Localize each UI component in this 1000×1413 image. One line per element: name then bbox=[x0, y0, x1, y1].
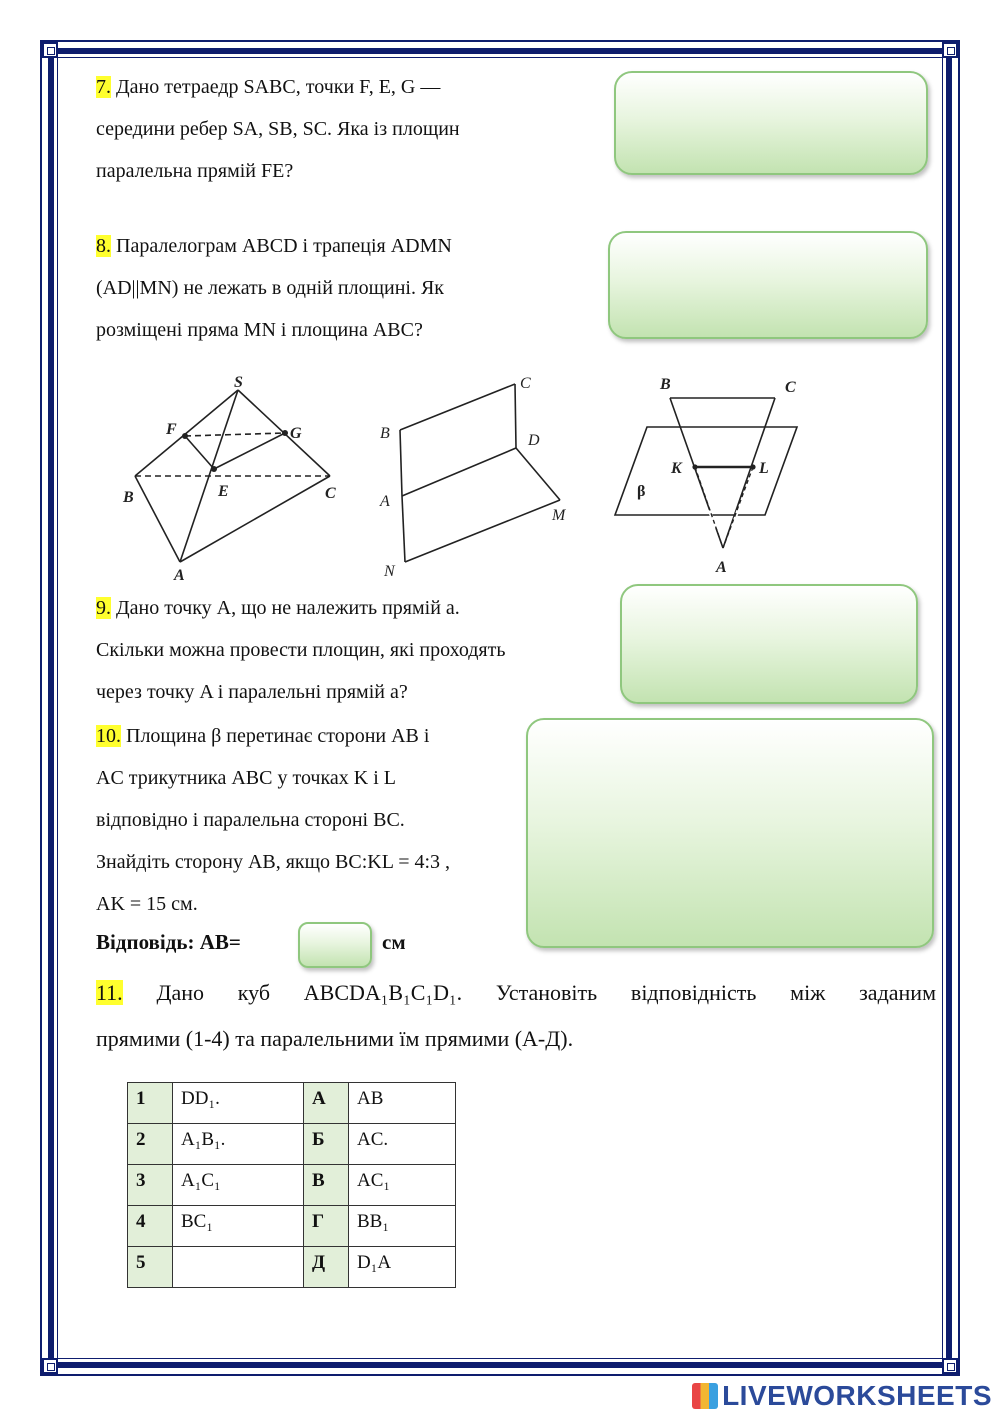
table-number: 5 bbox=[128, 1247, 173, 1288]
fig1-label-S: S bbox=[234, 374, 243, 391]
table-letter: А bbox=[304, 1083, 349, 1124]
q10-line3: відповідно і паралельна стороні BC. bbox=[96, 809, 405, 831]
q10-line5: AK = 15 см. bbox=[96, 893, 198, 915]
q10-solution-box[interactable] bbox=[526, 718, 934, 948]
table-row bbox=[128, 1206, 456, 1247]
figure-triangle-plane bbox=[605, 370, 810, 580]
table-row bbox=[128, 1083, 456, 1124]
table-line-right: AC. bbox=[349, 1124, 456, 1165]
q9-line2: Скільки можна провести площин, які проходять bbox=[96, 639, 506, 661]
table-letter: В bbox=[304, 1165, 349, 1206]
q8-answer-box[interactable] bbox=[608, 231, 928, 339]
question-8 bbox=[96, 225, 596, 351]
table-letter: Д bbox=[304, 1247, 349, 1288]
q8-line3: розміщені пряма MN і площина ABC? bbox=[96, 319, 423, 341]
fig3-label-C: C bbox=[785, 379, 796, 396]
table-row bbox=[128, 1247, 456, 1288]
q10-number: 10. bbox=[96, 725, 121, 747]
q7-line1: 7. Дано тетраедр SABC, точки F, E, G — bbox=[96, 76, 441, 98]
q7-answer-box[interactable] bbox=[614, 71, 928, 175]
fig2-label-M: M bbox=[552, 507, 566, 524]
q10-answer-label: Відповідь: AB= bbox=[96, 930, 241, 954]
fig3-label-beta: β bbox=[637, 483, 646, 500]
q10-line2: AC трикутника ABC у точках K і L bbox=[96, 767, 396, 789]
table-line-left: A₁B₁. bbox=[173, 1124, 304, 1165]
table-number: 4 bbox=[128, 1206, 173, 1247]
fig1-label-A: A bbox=[174, 567, 185, 584]
table-line-right: D₁A bbox=[349, 1247, 456, 1288]
question-9 bbox=[96, 587, 616, 713]
table-number: 3 bbox=[128, 1165, 173, 1206]
fig1-label-G: G bbox=[290, 425, 302, 442]
table-line-left bbox=[173, 1247, 304, 1288]
fig2-label-C: C bbox=[520, 375, 531, 392]
q9-number: 9. bbox=[96, 597, 111, 619]
q8-line1: 8. Паралелограм ABCD і трапеція ADMN bbox=[96, 235, 452, 257]
q8-line2: (AD||MN) не лежать в одній площині. Як bbox=[96, 277, 445, 299]
table-line-left: DD₁. bbox=[173, 1083, 304, 1124]
q10-line4: Знайдіть сторону AB, якщо BC:KL = 4:3 , bbox=[96, 851, 451, 873]
fig3-label-B: B bbox=[660, 376, 671, 393]
q10-answer-unit: см bbox=[382, 930, 406, 954]
question-7 bbox=[96, 66, 596, 192]
frame-corner-ornament bbox=[42, 1358, 58, 1374]
table-letter: Б bbox=[304, 1124, 349, 1165]
q10-answer-input[interactable] bbox=[298, 922, 372, 968]
question-10 bbox=[96, 715, 516, 925]
frame-corner-ornament bbox=[42, 42, 58, 58]
q9-line1: 9. Дано точку A, що не належить прямій a. bbox=[96, 597, 460, 619]
liveworksheets-logo: LIVEWORKSHEETS bbox=[692, 1380, 992, 1412]
fig2-label-N: N bbox=[384, 563, 395, 580]
frame-corner-ornament bbox=[942, 42, 958, 58]
q9-line3: через точку A і паралельні прямій a? bbox=[96, 681, 408, 703]
figure-tetrahedron bbox=[110, 370, 350, 585]
table-line-left: BC₁ bbox=[173, 1206, 304, 1247]
table-line-left: A₁C₁ bbox=[173, 1165, 304, 1206]
table-line-right: AB bbox=[349, 1083, 456, 1124]
fig1-label-F: F bbox=[166, 421, 177, 438]
table-number: 1 bbox=[128, 1083, 173, 1124]
table-number: 2 bbox=[128, 1124, 173, 1165]
fig3-label-L: L bbox=[759, 460, 769, 477]
table-row bbox=[128, 1165, 456, 1206]
table-line-right: BB₁ bbox=[349, 1206, 456, 1247]
q11-line2: прямими (1-4) та паралельними їм прямими (А-Д). bbox=[96, 1026, 574, 1051]
fig2-label-A: A bbox=[380, 493, 390, 510]
q10-line1: 10. Площина β перетинає сторони AB і bbox=[96, 725, 430, 747]
fig3-label-K: K bbox=[671, 460, 682, 477]
q11-number: 11. bbox=[96, 980, 123, 1005]
question-11 bbox=[96, 970, 936, 1062]
fig3-label-A: A bbox=[716, 559, 727, 576]
brand-icon bbox=[692, 1383, 718, 1409]
q11-line1: 11. Дано куб ABCDA₁B₁C₁D₁. Установіть відповідність між заданим bbox=[96, 980, 937, 1005]
fig2-label-B: B bbox=[380, 425, 390, 442]
fig1-label-B: B bbox=[123, 489, 134, 506]
figure-parallelogram-trapezoid bbox=[370, 370, 590, 585]
q7-line2: середини ребер SA, SB, SC. Яка із площин bbox=[96, 118, 460, 140]
q7-line3: паралельна прямій FE? bbox=[96, 160, 294, 182]
table-letter: Г bbox=[304, 1206, 349, 1247]
q8-number: 8. bbox=[96, 235, 111, 257]
matching-table bbox=[127, 1082, 456, 1288]
q7-number: 7. bbox=[96, 76, 111, 98]
fig1-label-C: C bbox=[325, 485, 336, 502]
q9-answer-box[interactable] bbox=[620, 584, 918, 704]
fig2-label-D: D bbox=[528, 432, 540, 449]
table-row bbox=[128, 1124, 456, 1165]
table-line-right: AC₁ bbox=[349, 1165, 456, 1206]
fig1-label-E: E bbox=[218, 483, 229, 500]
frame-corner-ornament bbox=[942, 1358, 958, 1374]
